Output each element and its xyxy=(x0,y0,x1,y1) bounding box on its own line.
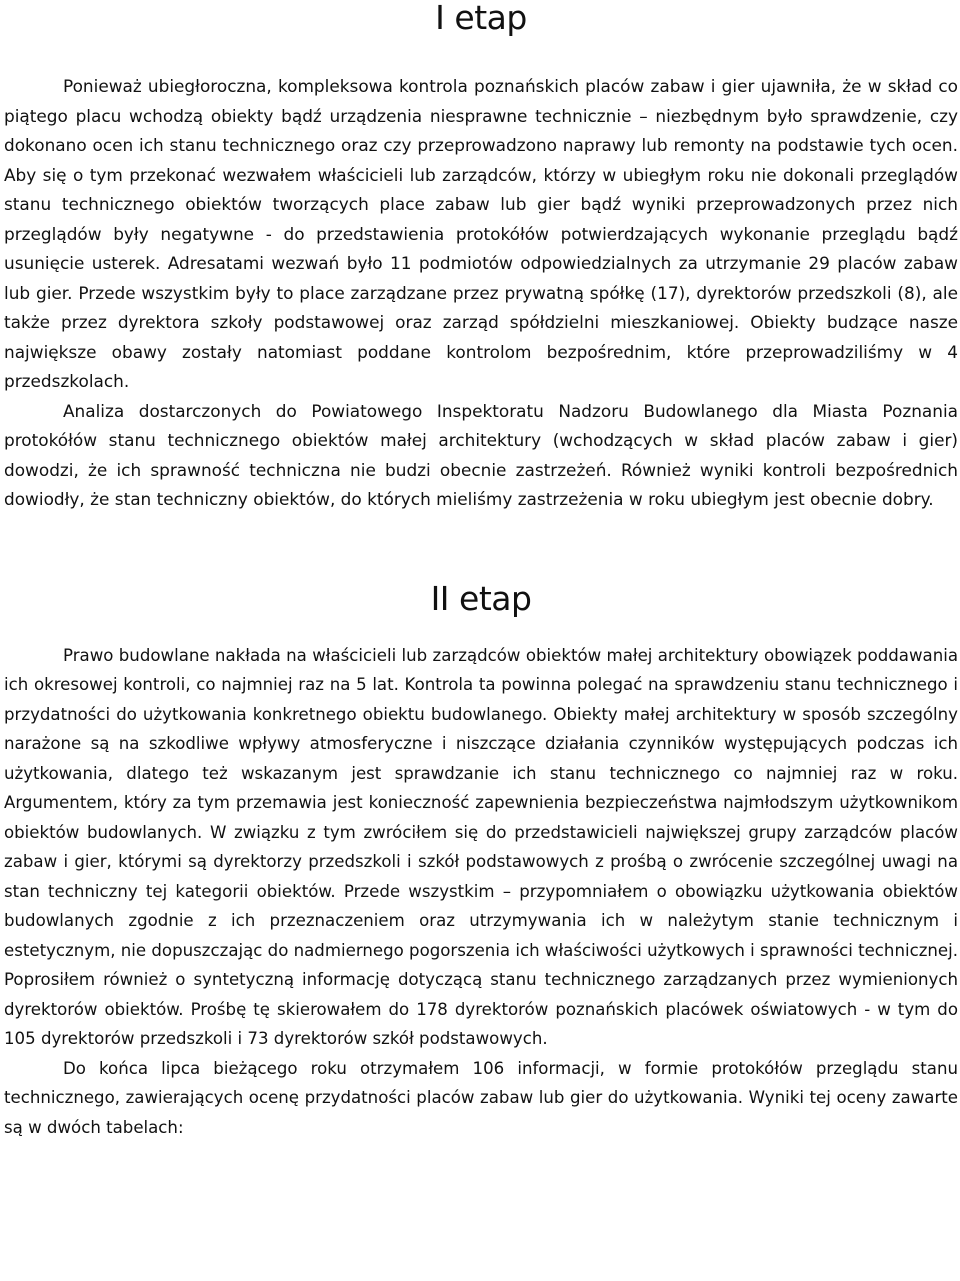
section-title: I etap xyxy=(435,0,527,37)
section-stage-2 xyxy=(4,579,958,1143)
section-title: II etap xyxy=(430,578,532,618)
paragraph: Ponieważ ubiegłoroczna, kompleksowa kontrola poznańskich placów zabaw i gier ujawniła, że w skład co piątego placu wchodzą obiekty bądź urządzenia niesprawne technicznie – niezbędnym było sprawdzenie, czy dokonano ocen ich stanu technicznego oraz czy przeprowadzono naprawy lub remonty na podstawie tych ocen. Aby się o tym przekonać wezwałem właścicieli lub zarządców, którzy w ubiegłym roku nie dokonali przeglądów stanu technicznego obiektów tworzących place zabaw lub gier bądź wyniki przeprowadzonych przez nich przeglądów były negatywne - do przedstawienia protokółów potwierdzających wykonanie przeglądu bądź usunięcie usterek. Adresatami wezwań było 11 podmiotów odpowiedzialnych za utrzymanie 29 placów zabaw lub gier. Przede wszystkim były to place zarządzane przez prywatną spółkę (17), dyrektorów przedszkoli (8), ale także przez dyrektora szkoły podstawowej oraz zarząd spółdzielni mieszkaniowej. Obiekty budzące nasze największe obawy zostały natomiast poddane kontrolom bezpośrednim, które przeprowadziliśmy w 4 przedszkolach. xyxy=(4,76,958,391)
section-stage-1 xyxy=(4,0,958,515)
paragraph: Prawo budowlane nakłada na właścicieli lub zarządców obiektów małej architektury obowiązek poddawania ich okresowej kontroli, co najmniej raz na 5 lat. Kontrola ta powinna polegać na sprawdzeniu stanu technicznego i przydatności do użytkowania konkretnego obiektu budowlanego. Obiekty małej architektury w sposób szczególny narażone są na szkodliwe wpływy atmosferyczne i niszczące działania czynników występujących podczas ich użytkowania, dlatego też wskazanym jest sprawdzanie ich stanu technicznego co najmniej raz w roku. Argumentem, który za tym przemawia jest konieczność zapewnienia bezpieczeństwa najmłodszym użytkownikom obiektów budowlanych. W związku z tym zwróciłem się do przedstawicieli największej grupy zarządców placów zabaw i gier, którymi są dyrektorzy przedszkoli i szkół podstawowych z prośbą o zwrócenie szczególnej uwagi na stan techniczny tej kategorii obiektów. Przede wszystkim – przypomniałem o obowiązku użytkowania obiektów budowlanych zgodnie z ich przeznaczeniem oraz utrzymywania ich w należytym stanie technicznym i estetycznym, nie dopuszczając do nadmiernego pogorszenia ich właściwości użytkowych i sprawności technicznej. Poprosiłem również o syntetyczną informację dotyczącą stanu technicznego zarządzanych przez wymienionych dyrektorów obiektów. Prośbę tę skierowałem do 178 dyrektorów poznańskich placówek oświatowych - w tym do 105 dyrektorów przedszkoli i 73 dyrektorów szkół podstawowych. xyxy=(4,645,959,1048)
paragraph: Do końca lipca bieżącego roku otrzymałem 106 informacji, w formie protokółów przeglądu stanu technicznego, zawierających ocenę przydatności placów zabaw lub gier do użytkowania. Wyniki tej oceny zawarte są w dwóch tabelach: xyxy=(4,1058,958,1137)
paragraph: Analiza dostarczonych do Powiatowego Inspektoratu Nadzoru Budowlanego dla Miasta Poznania protokółów stanu technicznego obiektów małej architektury (wchodzących w skład placów zabaw i gier) dowodzi, że ich sprawność techniczna nie budzi obecnie zastrzeżeń. Również wyniki kontroli bezpośrednich dowiodły, że stan techniczny obiektów, do których mieliśmy zastrzeżenia w roku ubiegłym jest obecnie dobry. xyxy=(4,400,958,509)
document-page xyxy=(4,0,958,1142)
